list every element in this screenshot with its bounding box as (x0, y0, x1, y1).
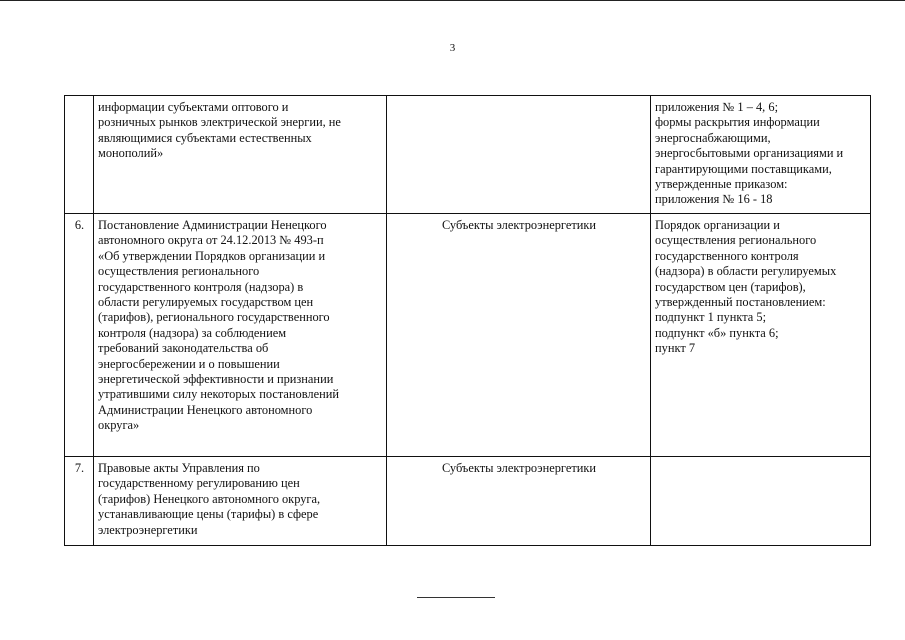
text-line: требований законодательства об (98, 341, 269, 356)
table-row (65, 214, 871, 457)
text-line: устанавливающие цены (тарифы) в сфере (98, 507, 319, 522)
text-line: контроля (надзора) за соблюдением (98, 325, 287, 340)
text-line: «Об утверждении Порядков организации и (98, 248, 326, 263)
text-line: являющимися субъектами естественных (98, 130, 312, 145)
text-line: Правовые акты Управления по (98, 461, 260, 475)
text-line: осуществления регионального (98, 264, 260, 279)
table-row (65, 96, 871, 214)
page-number: 3 (449, 42, 456, 54)
text-line: государственному регулированию цен (98, 476, 300, 491)
text-line: государственного контроля (надзора) в (98, 279, 304, 294)
text-line: утратившими силу некоторых постановлений (98, 387, 339, 402)
table-row (65, 457, 871, 546)
text-line: (тарифов) Ненецкого автономного округа, (98, 491, 321, 506)
text-line: государственного контроля (655, 248, 799, 263)
text-line: подпункт 1 пункта 5; (655, 310, 767, 325)
details-cell (651, 96, 871, 214)
text-line: гарантирующими поставщиками, (655, 161, 832, 176)
text-line: области регулируемых государством цен (98, 295, 314, 310)
text-line: автономного округа от 24.12.2013 № 493-п (98, 233, 324, 248)
text-line: государством цен (тарифов), (655, 279, 806, 294)
row-number (65, 96, 94, 214)
text-line: энергетической эффективности и признании (98, 372, 334, 387)
text-line: (тарифов), регионального государственного (98, 310, 330, 325)
text-line: (надзора) в области регулируемых (655, 264, 837, 279)
text-line: приложения № 1 – 4, 6; (655, 100, 779, 114)
subjects-cell (387, 96, 651, 214)
text-line: Администрации Ненецкого автономного (98, 402, 313, 417)
text-line: пункт 7 (655, 341, 696, 356)
text-line: Порядок организации и (655, 218, 780, 232)
text-line: информации субъектами оптового и (98, 100, 289, 114)
document-name-cell (94, 96, 387, 214)
text-line: энергосбытовыми организациями и (655, 146, 844, 161)
text-line: приложения № 16 - 18 (655, 192, 773, 207)
subjects-cell: Субъекты электроэнергетики (387, 457, 651, 546)
regulations-table (64, 95, 871, 546)
text-line: формы раскрытия информации (655, 115, 820, 130)
text-line: монополий» (98, 146, 164, 161)
text-line: электроэнергетики (98, 522, 198, 537)
text-line: осуществления регионального (655, 233, 817, 248)
row-number: 6. (65, 214, 94, 457)
text-line: энергоснабжающими, (655, 130, 771, 145)
footer-separator-line (417, 597, 495, 598)
text-line: утвержденные приказом: (655, 177, 788, 192)
text-line: Постановление Администрации Ненецкого (98, 218, 327, 232)
row-number: 7. (65, 457, 94, 546)
top-border-line (0, 0, 905, 1)
details-cell (651, 457, 871, 546)
document-name-cell (94, 214, 387, 457)
text-line: энергосбережении и о повышении (98, 356, 280, 371)
details-cell (651, 214, 871, 457)
text-line: округа» (98, 418, 140, 433)
document-name-cell (94, 457, 387, 546)
text-line: подпункт «б» пункта 6; (655, 325, 779, 340)
subjects-cell: Субъекты электроэнергетики (387, 214, 651, 457)
text-line: утвержденный постановлением: (655, 295, 826, 310)
text-line: розничных рынков электрической энергии, не (98, 115, 341, 130)
